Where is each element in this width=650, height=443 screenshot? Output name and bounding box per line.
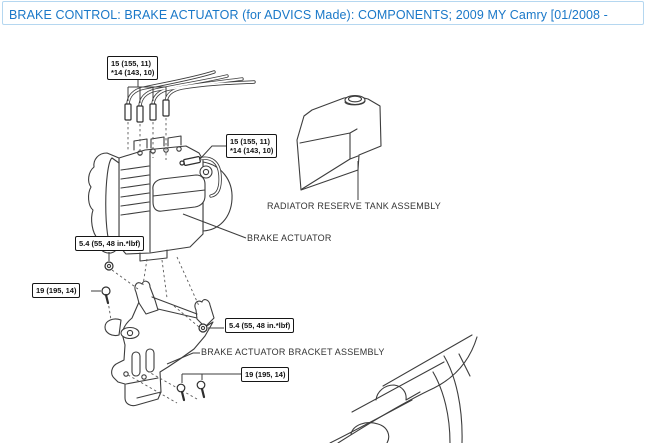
bolt-bottom-1-shaft	[182, 392, 184, 400]
radiator-reserve-tank-drawing	[297, 96, 381, 191]
torque-value-primary: 15 (155, 11)	[230, 136, 271, 146]
label-radiator-reserve-tank: RADIATOR RESERVE TANK ASSEMBLY	[267, 201, 442, 211]
nut-right	[199, 324, 207, 332]
tube-fitting-1	[125, 104, 131, 120]
nut-upper-left	[105, 262, 113, 270]
label-brake-actuator: BRAKE ACTUATOR	[247, 233, 332, 243]
bolt-bottom-1-head	[177, 384, 185, 392]
torque-callout-bolt-left	[32, 283, 80, 298]
tube-fitting-5-tip	[180, 161, 184, 165]
body-cowl-line-1	[383, 335, 472, 386]
bolt-left-shaft	[106, 295, 108, 303]
bolt-left-head	[102, 287, 110, 295]
body-panel-edge-2	[330, 400, 412, 443]
bolt-bottom-2-shaft	[202, 389, 204, 397]
bracket-boss	[121, 328, 139, 339]
body-cowl-line-2	[352, 362, 444, 412]
dash-actuator-to-prong-3	[177, 257, 199, 306]
dash-nut-left	[112, 270, 138, 289]
torque-callout-nut-right	[225, 318, 294, 333]
tube-fitting-4	[163, 100, 169, 116]
torque-value-primary: 15 (155, 11)	[111, 58, 152, 68]
body-hole-ellipse	[351, 423, 389, 443]
torque-value-alt: *14 (143, 10)	[230, 146, 274, 155]
tank-outline	[297, 96, 381, 190]
bolt-bottom-2-head	[197, 381, 205, 389]
leader-bolt-bottom-callout	[182, 374, 241, 383]
actuator-port	[200, 166, 212, 178]
torque-value-primary: 19 (195, 14)	[245, 369, 286, 379]
torque-callout-bolt-bottom	[241, 367, 289, 382]
torque-callout-tube-right	[226, 134, 277, 158]
torque-value-primary: 19 (195, 14)	[36, 285, 77, 295]
torque-value-primary: 5.4 (55, 48 in.*lbf)	[79, 238, 141, 248]
tank-cap	[345, 96, 365, 105]
dash-actuator-to-prong-2	[162, 260, 167, 298]
torque-value-primary: 5.4 (55, 48 in.*lbf)	[229, 320, 291, 330]
page-title-link[interactable]: BRAKE CONTROL: BRAKE ACTUATOR (for ADVICS Made): COMPONENTS; 2009 MY Camry [01/2008 -	[9, 8, 608, 25]
label-bracket-assembly: BRAKE ACTUATOR BRACKET ASSEMBLY	[201, 347, 385, 357]
torque-callout-nut-left	[75, 236, 144, 251]
tube-fitting-3	[150, 104, 156, 120]
bracket-ear	[105, 319, 121, 336]
body-wheel-arch-inner	[433, 372, 450, 443]
torque-callout-tube-top	[107, 56, 158, 80]
tube-fitting-2	[137, 106, 143, 122]
torque-value-alt: *14 (143, 10)	[111, 68, 155, 77]
